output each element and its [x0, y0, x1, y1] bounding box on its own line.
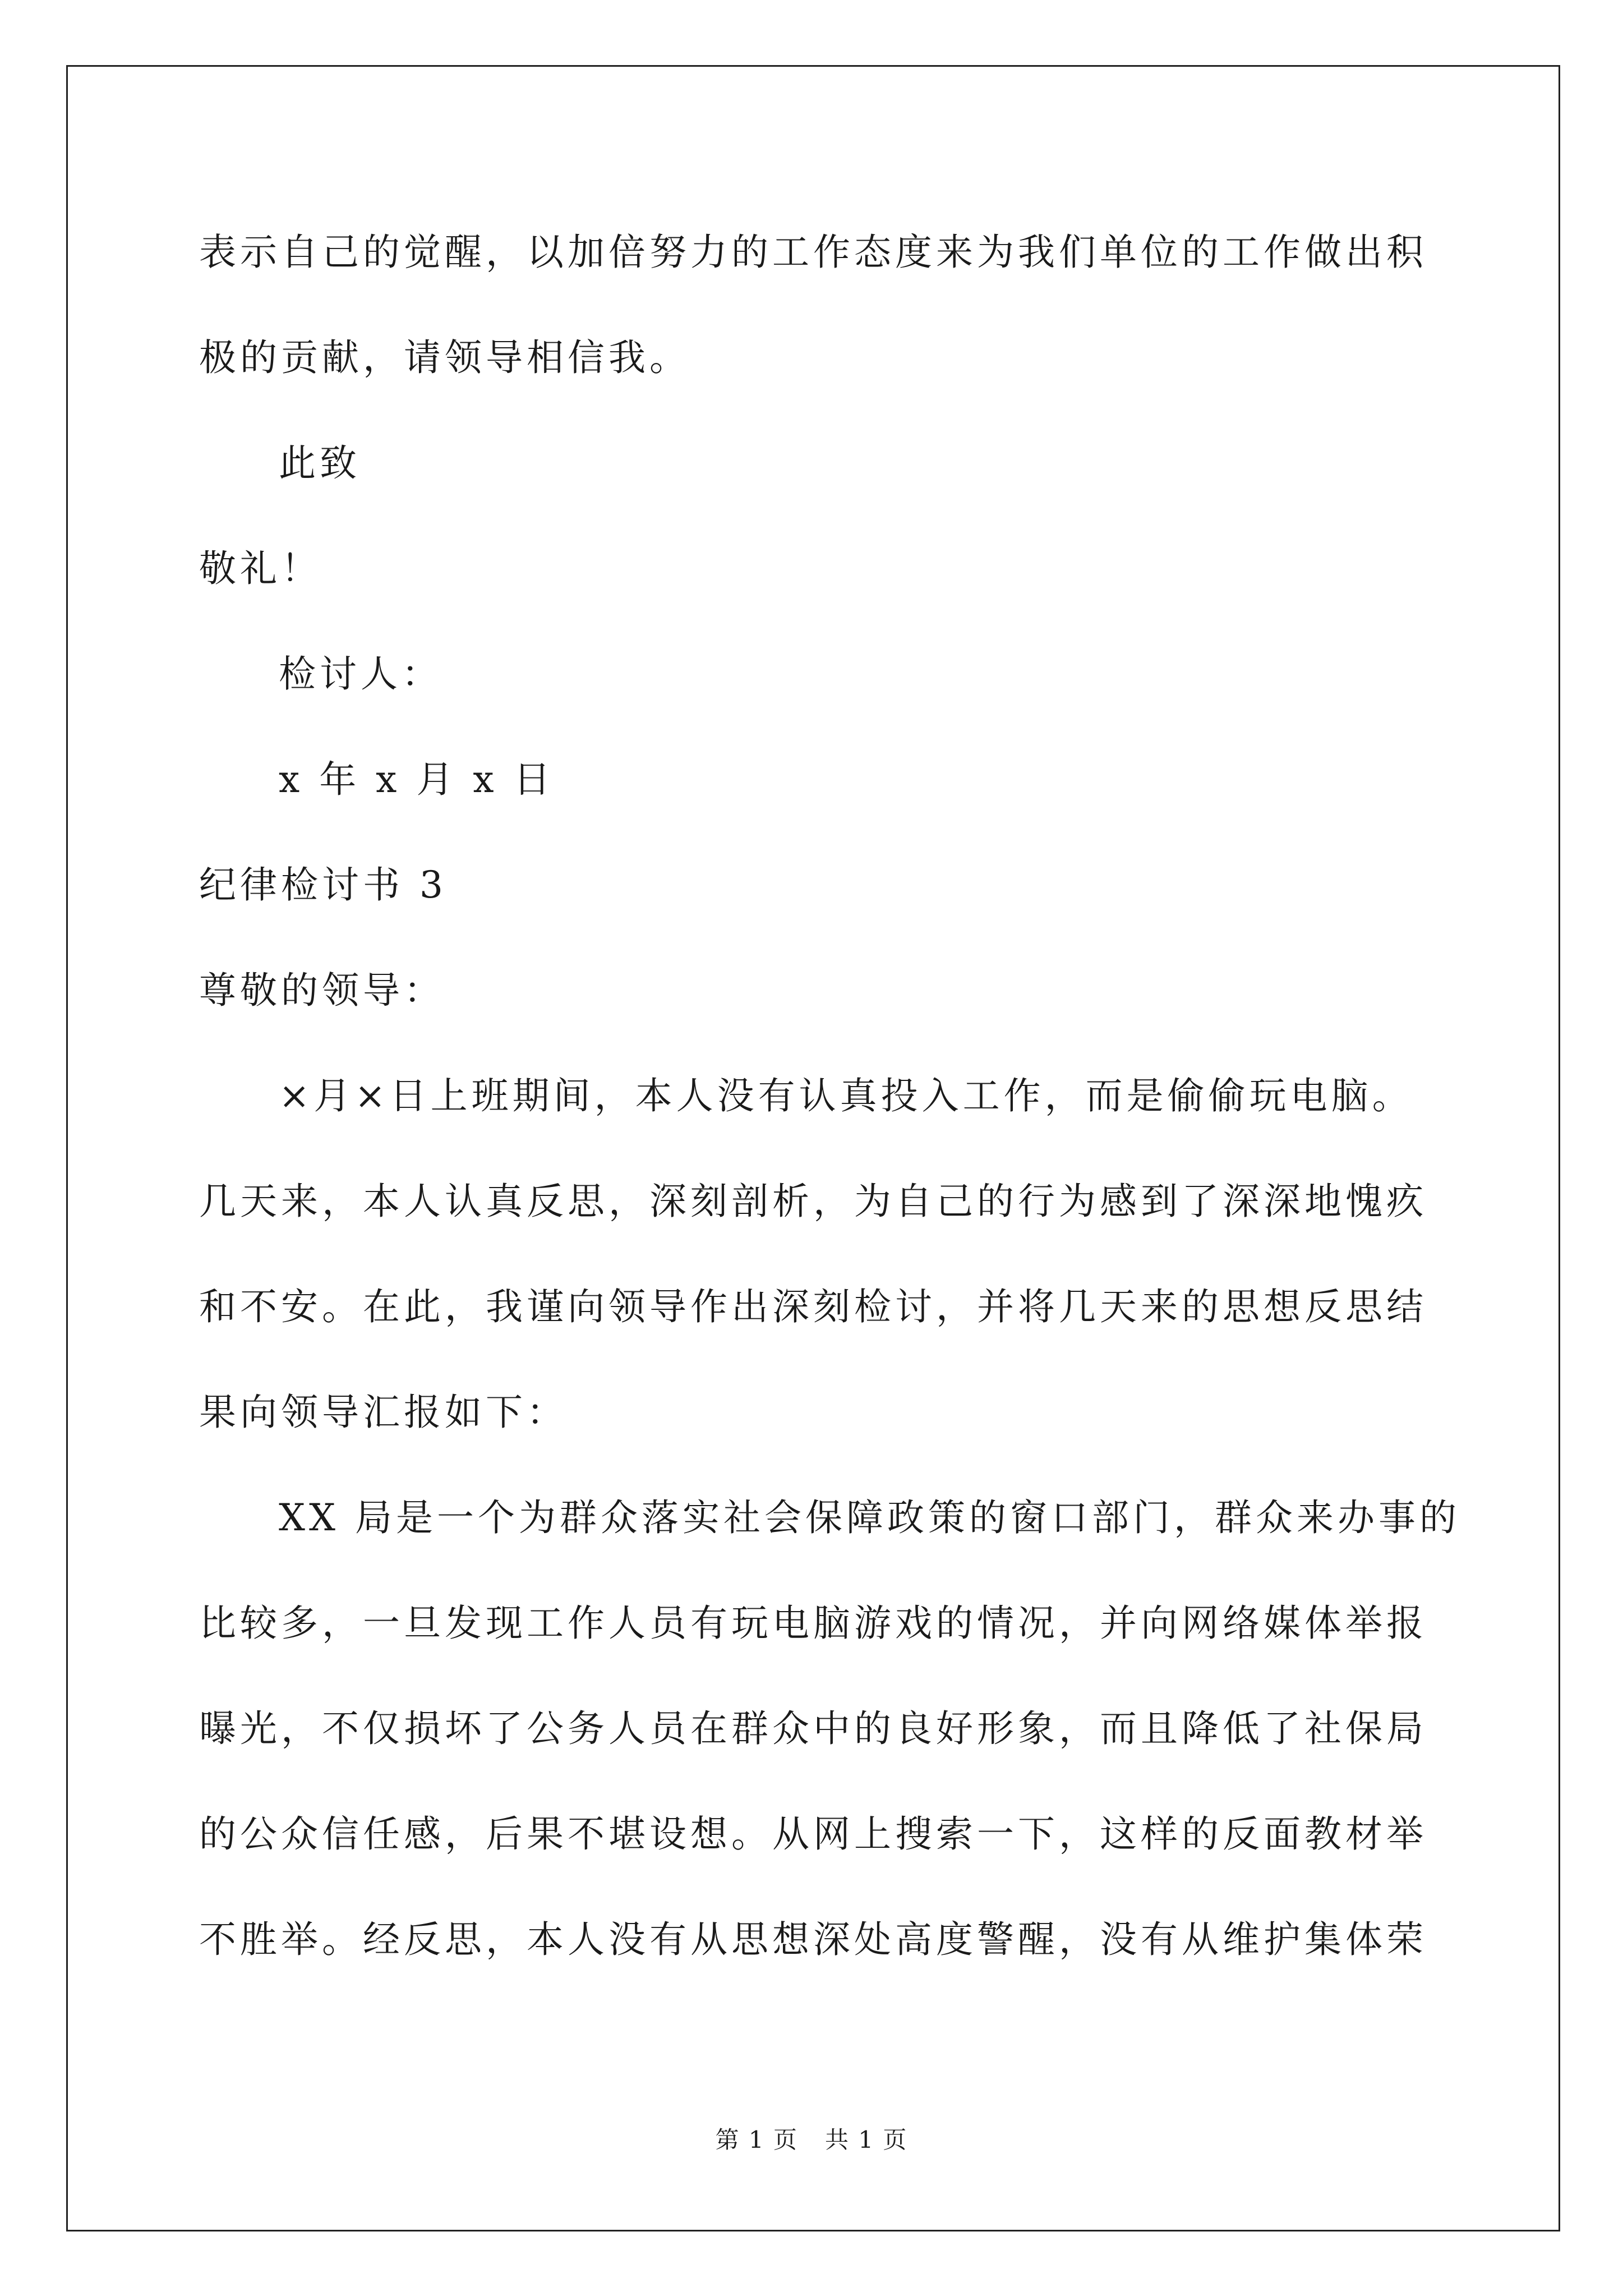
section-title: 纪律检讨书 3: [199, 863, 447, 907]
closing-regards: 敬礼！: [199, 547, 322, 590]
closing-salutation: 此致: [279, 441, 361, 485]
text-line: XX 局是一个为群众落实社会保障政策的窗口部门，群众来办事的: [279, 1496, 1460, 1539]
text-line: 果向领导汇报如下：: [199, 1391, 568, 1434]
text-line: ×月×日上班期间，本人没有认真投入工作，而是偷偷玩电脑。: [279, 1074, 1413, 1117]
text-line: 表示自己的觉醒，以加倍努力的工作态度来为我们单位的工作做出积: [199, 231, 1427, 274]
page-total: 共 1 页: [825, 2126, 908, 2154]
page-footer: [0, 2122, 1623, 2155]
text-line: 比较多，一旦发现工作人员有玩电脑游戏的情况，并向网络媒体举报: [199, 1602, 1427, 1645]
greeting: 尊敬的领导：: [199, 969, 445, 1012]
text-line: 极的贡献，请领导相信我。: [199, 336, 690, 379]
signature-label: 检讨人：: [279, 652, 442, 696]
text-line: 不胜举。经反思，本人没有从思想深处高度警醒，没有从维护集体荣: [199, 1918, 1427, 1961]
text-line: 几天来，本人认真反思，深刻剖析，为自己的行为感到了深深地愧疚: [199, 1180, 1427, 1223]
page-number: 第 1 页: [715, 2126, 798, 2154]
text-line: 的公众信任感，后果不堪设想。从网上搜索一下，这样的反面教材举: [199, 1812, 1427, 1856]
text-line: 曝光，不仅损坏了公务人员在群众中的良好形象，而且降低了社保局: [199, 1707, 1427, 1750]
document-body: [199, 210, 1460, 2003]
date-line: x 年 x 月 x 日: [279, 758, 555, 801]
text-line: 和不安。在此，我谨向领导作出深刻检讨，并将几天来的思想反思结: [199, 1285, 1427, 1328]
